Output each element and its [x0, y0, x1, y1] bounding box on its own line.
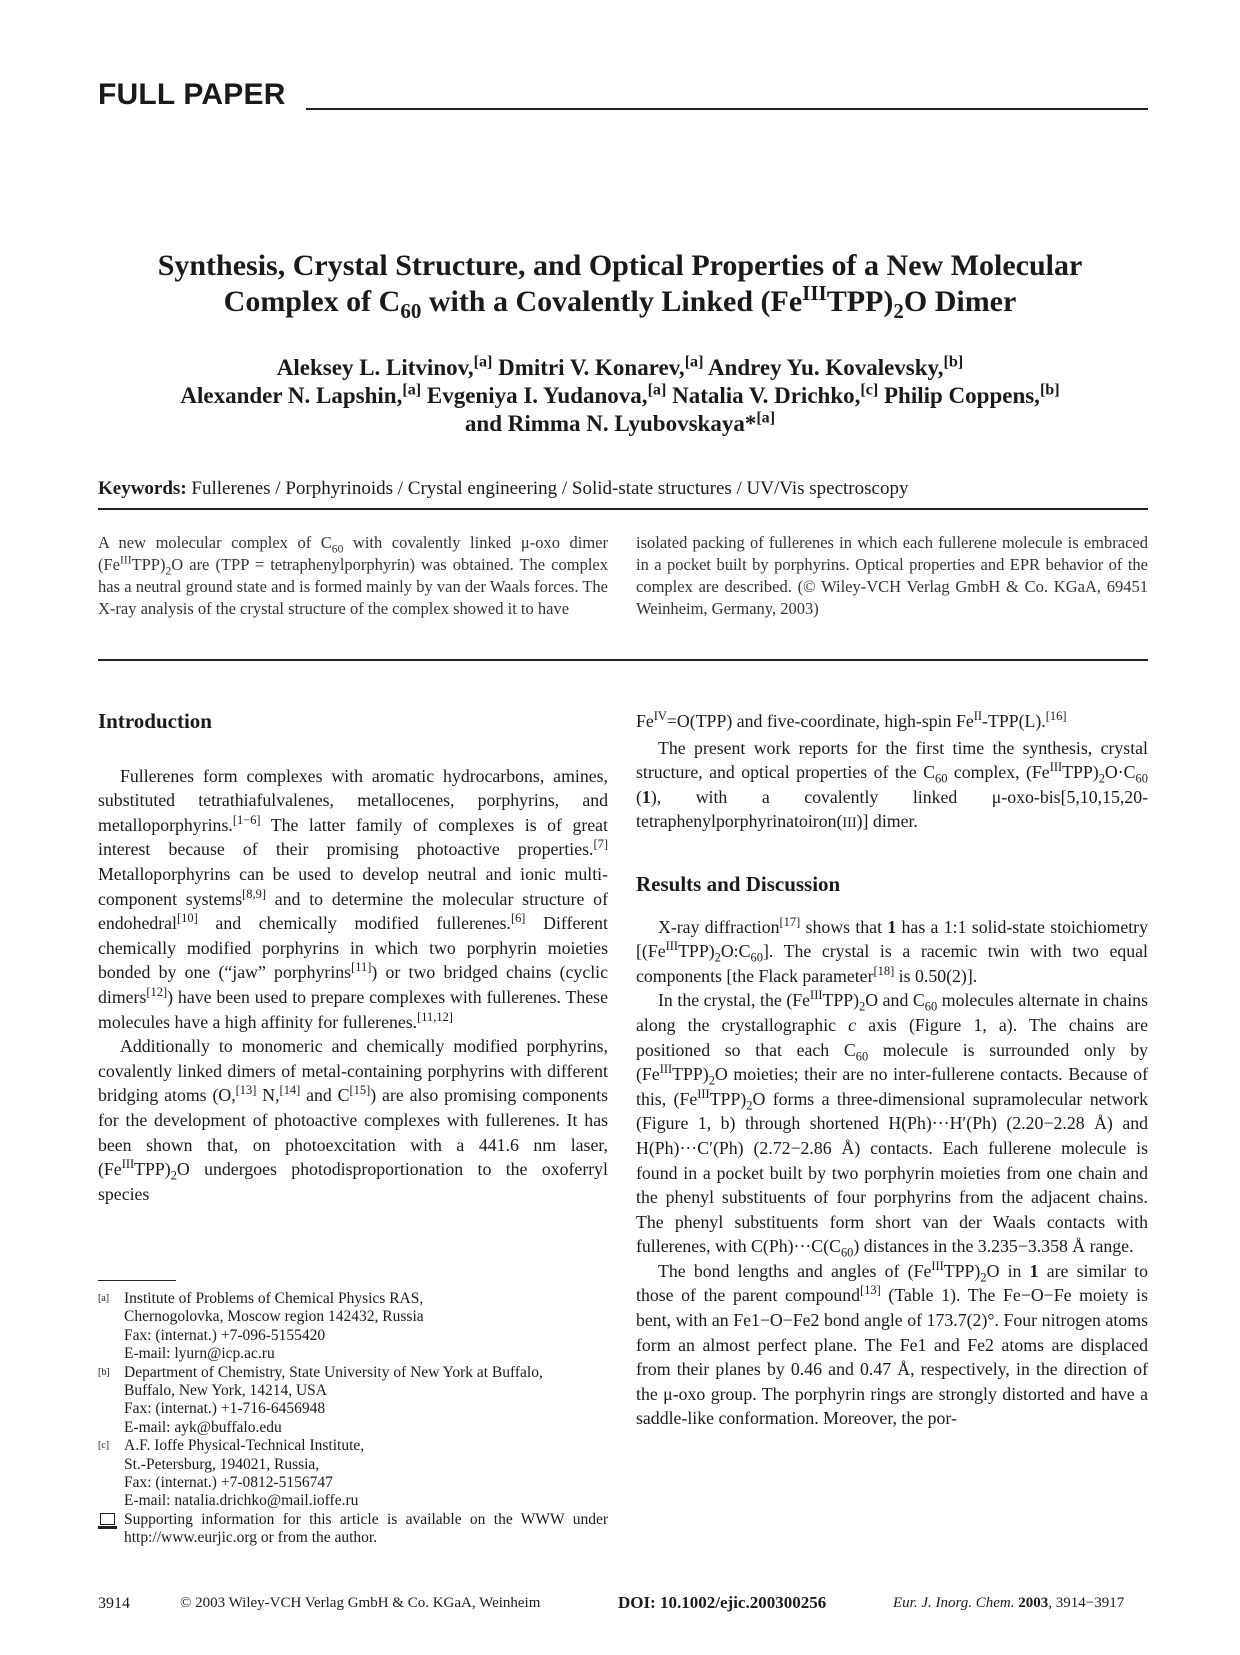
paragraph: The present work reports for the first time the synthesis, crystal structure, and optical properties of the $C_{60}$ complex, $(Fe^{III}TPP)_2O\cdot C_{60}$ (1), with a covalently linked μ-oxo-bis[5,10,15,20-tetraphenylporphyrinatoiron(III)] dimer. — [636, 737, 1148, 832]
doi: DOI: 10.1002/ejic.200300256 — [618, 1593, 827, 1612]
author: Alexander N. Lapshin,[a] — [180, 381, 422, 408]
abstract-rule — [98, 659, 1148, 661]
abstract-right: isolated packing of fullerenes in which each fullerene molecule is embraced in a pocket built by porphyrins. Optical properties and EPR behavior of the complex are described. (© Wiley-VCH Verlag GmbH & Co. KGaA, 69451 Weinheim, Germany, 2003) — [636, 533, 1148, 618]
footnote-affiliation-b: [b] Department of Chemistry, State University of New York at Buffalo, Buffalo, New York, 14214, USA Fax: (internat.) +1-716-6456948 E-mail: ayk@buffalo.edu — [98, 1363, 543, 1436]
paragraph: X-ray diffraction[17] shows that 1 has a 1:1 solid-state stoichiometry $[(Fe^{III}TPP)_2O:C_{60}]$. The crystal is a racemic twin with two equal components [the Flack parameter[18] is 0.50(2)]. — [636, 914, 1148, 986]
author: Natalia V. Drichko,[c] — [672, 381, 879, 408]
section-heading: Introduction — [98, 709, 212, 733]
author: Dmitri V. Konarev,[a] — [498, 353, 704, 380]
keywords-rule — [98, 508, 1148, 510]
paragraph: Additionally to monomeric and chemically modified porphyrins, covalently linked dimers of metal-containing porphyrins with different bridging atoms (O,[13] N,[14] and C[15]) are also promising components for the development of photoactive complexes with fullerenes. It has been shown that, on photoexcitation with a 441.6 nm laser, $(Fe^{III}TPP)_2O$ undergoes photodisproportionation to the oxoferryl species — [98, 1036, 608, 1204]
paragraph: Fullerenes form complexes with aromatic hydrocarbons, amines, substituted tetrathiafulvalenes, metallocenes, porphyrins, and metalloporphyrins.[1−6] The latter family of complexes is of great interest because of their promising photoactive properties.[7] Metalloporphyrins can be used to develop neutral and ionic multi-component systems[8,9] and to determine the molecular structure of endohedral[10] and chemically modified fullerenes.[6] Different chemically modified porphyrins in which two porphyrin moieties bonded by one (“jaw” porphyrins[11]) or two bridged chains (cyclic dimers[12]) have been used to prepare complexes with fullerenes. These molecules have a high affinity for fullerenes.[11,12] — [98, 765, 608, 1032]
keywords: Keywords: Fullerenes / Porphyrinoids / Crystal engineering / Solid-state structures / UV/Vis spectroscopy — [98, 478, 909, 499]
intro-column — [98, 709, 608, 1206]
page-number: 3914 — [98, 1595, 130, 1612]
author: Philip Coppens,[b] — [883, 381, 1060, 408]
section-heading: Results and Discussion — [636, 871, 841, 896]
footnote-supporting-info: Supporting information for this article is available on the WWW under http://www.eurjic.org or from the author. — [98, 1511, 608, 1548]
paper-title: Synthesis, Crystal Structure, and Optical Properties of a New Molecular Complex of $C_{60}$ with a Covalently Linked $(Fe^{III}TPP)_2O$ Dimer — [157, 249, 1083, 323]
paragraph: In the crystal, the $(Fe^{III}TPP)_2O$ and $C_{60}$ molecules alternate in chains along the crystallographic c axis (Figure 1, a). The chains are positioned so that each $C_{60}$ molecule is surrounded only by $(Fe^{III}TPP)_2O$ moieties; their are no inter-fullerene contacts. Because of this, $(Fe^{III}TPP)_2O$ forms a three-dimensional supramolecular network (Figure 1, b) through shortened H(Ph)···H′(Ph) (2.20−2.28 Å) and H(Ph)···C′(Ph) (2.72−2.86 Å) contacts. Each fullerene molecule is found in a pocket built by two porphyrin moieties from one chain and the phenyl substituents of four porphyrins from the adjacent chains. The phenyl substituents form short van der Waals contacts with fullerenes, with $C(Ph)\cdot\cdot\cdot C(C_{60})$ distances in the 3.235−3.358 Å range. — [636, 988, 1149, 1260]
copyright-note: (© Wiley-VCH Verlag GmbH & Co. KGaA, 69451 Weinheim, Germany, 2003) — [636, 577, 1148, 618]
author: Aleksey L. Litvinov,[a] — [276, 353, 493, 380]
author: Evgeniya I. Yudanova,[a] — [426, 381, 667, 408]
paragraph: $Fe^{IV}=O(TPP)$ and five-coordinate, high-spin $Fe^{II}-TPP(L).[16]$ — [636, 709, 1067, 731]
author: Andrey Yu. Kovalevsky,[b] — [707, 353, 964, 380]
results-column — [636, 709, 1148, 1431]
footnote-affiliation-c: [c] A.F. Ioffe Physical-Technical Institute, St.-Petersburg, 194021, Russia, Fax: (internat.) +7-0812-5156747 E-mail: natalia.drichko@mail.ioffe.ru — [98, 1437, 365, 1510]
footnotes — [98, 1290, 608, 1548]
footnote-rule — [98, 1280, 176, 1281]
author: and Rimma N. Lyubovskaya*[a] — [464, 409, 776, 436]
footnote-affiliation-a: [a] Institute of Problems of Chemical Physics RAS, Chernogolovka, Moscow region 142432, Russia Fax: (internat.) +7-096-5155420 E-mail: lyurn@icp.ac.ru — [98, 1290, 424, 1363]
footer-copyright: © 2003 Wiley-VCH Verlag GmbH & Co. KGaA, Weinheim — [180, 1595, 541, 1611]
header-rule — [306, 108, 1148, 110]
section-label: FULL PAPER — [98, 78, 286, 111]
computer-icon — [100, 1513, 115, 1525]
author-list — [100, 354, 1140, 438]
abstract-left: A new molecular complex of $C_{60}$ with covalently linked μ-oxo dimer $(Fe^{III}TPP)_2O$ are (TPP = tetraphenylporphyrin) was obtained. The complex has a neutral ground state and is formed mainly by van der Waals forces. The X-ray analysis of the crystal structure of the complex showed it to have — [98, 533, 608, 618]
journal-citation: Eur. J. Inorg. Chem. 2003, 3914−3917 — [893, 1595, 1125, 1611]
paragraph: The bond lengths and angles of $(Fe^{III}TPP)_2O$ in 1 are similar to those of the parent compound[13] (Table 1). The Fe−O−Fe moiety is bent, with an Fe1−O−Fe2 bond angle of 173.7(2)°. Four nitrogen atoms form an almost perfect plane. The Fe1 and Fe2 atoms are displaced from their planes by 0.46 and 0.47 Å, respectively, in the direction of the μ-oxo group. The porphyrin rings are strongly distorted and have a saddle-like conformation. Moreover, the por- — [636, 1258, 1149, 1429]
